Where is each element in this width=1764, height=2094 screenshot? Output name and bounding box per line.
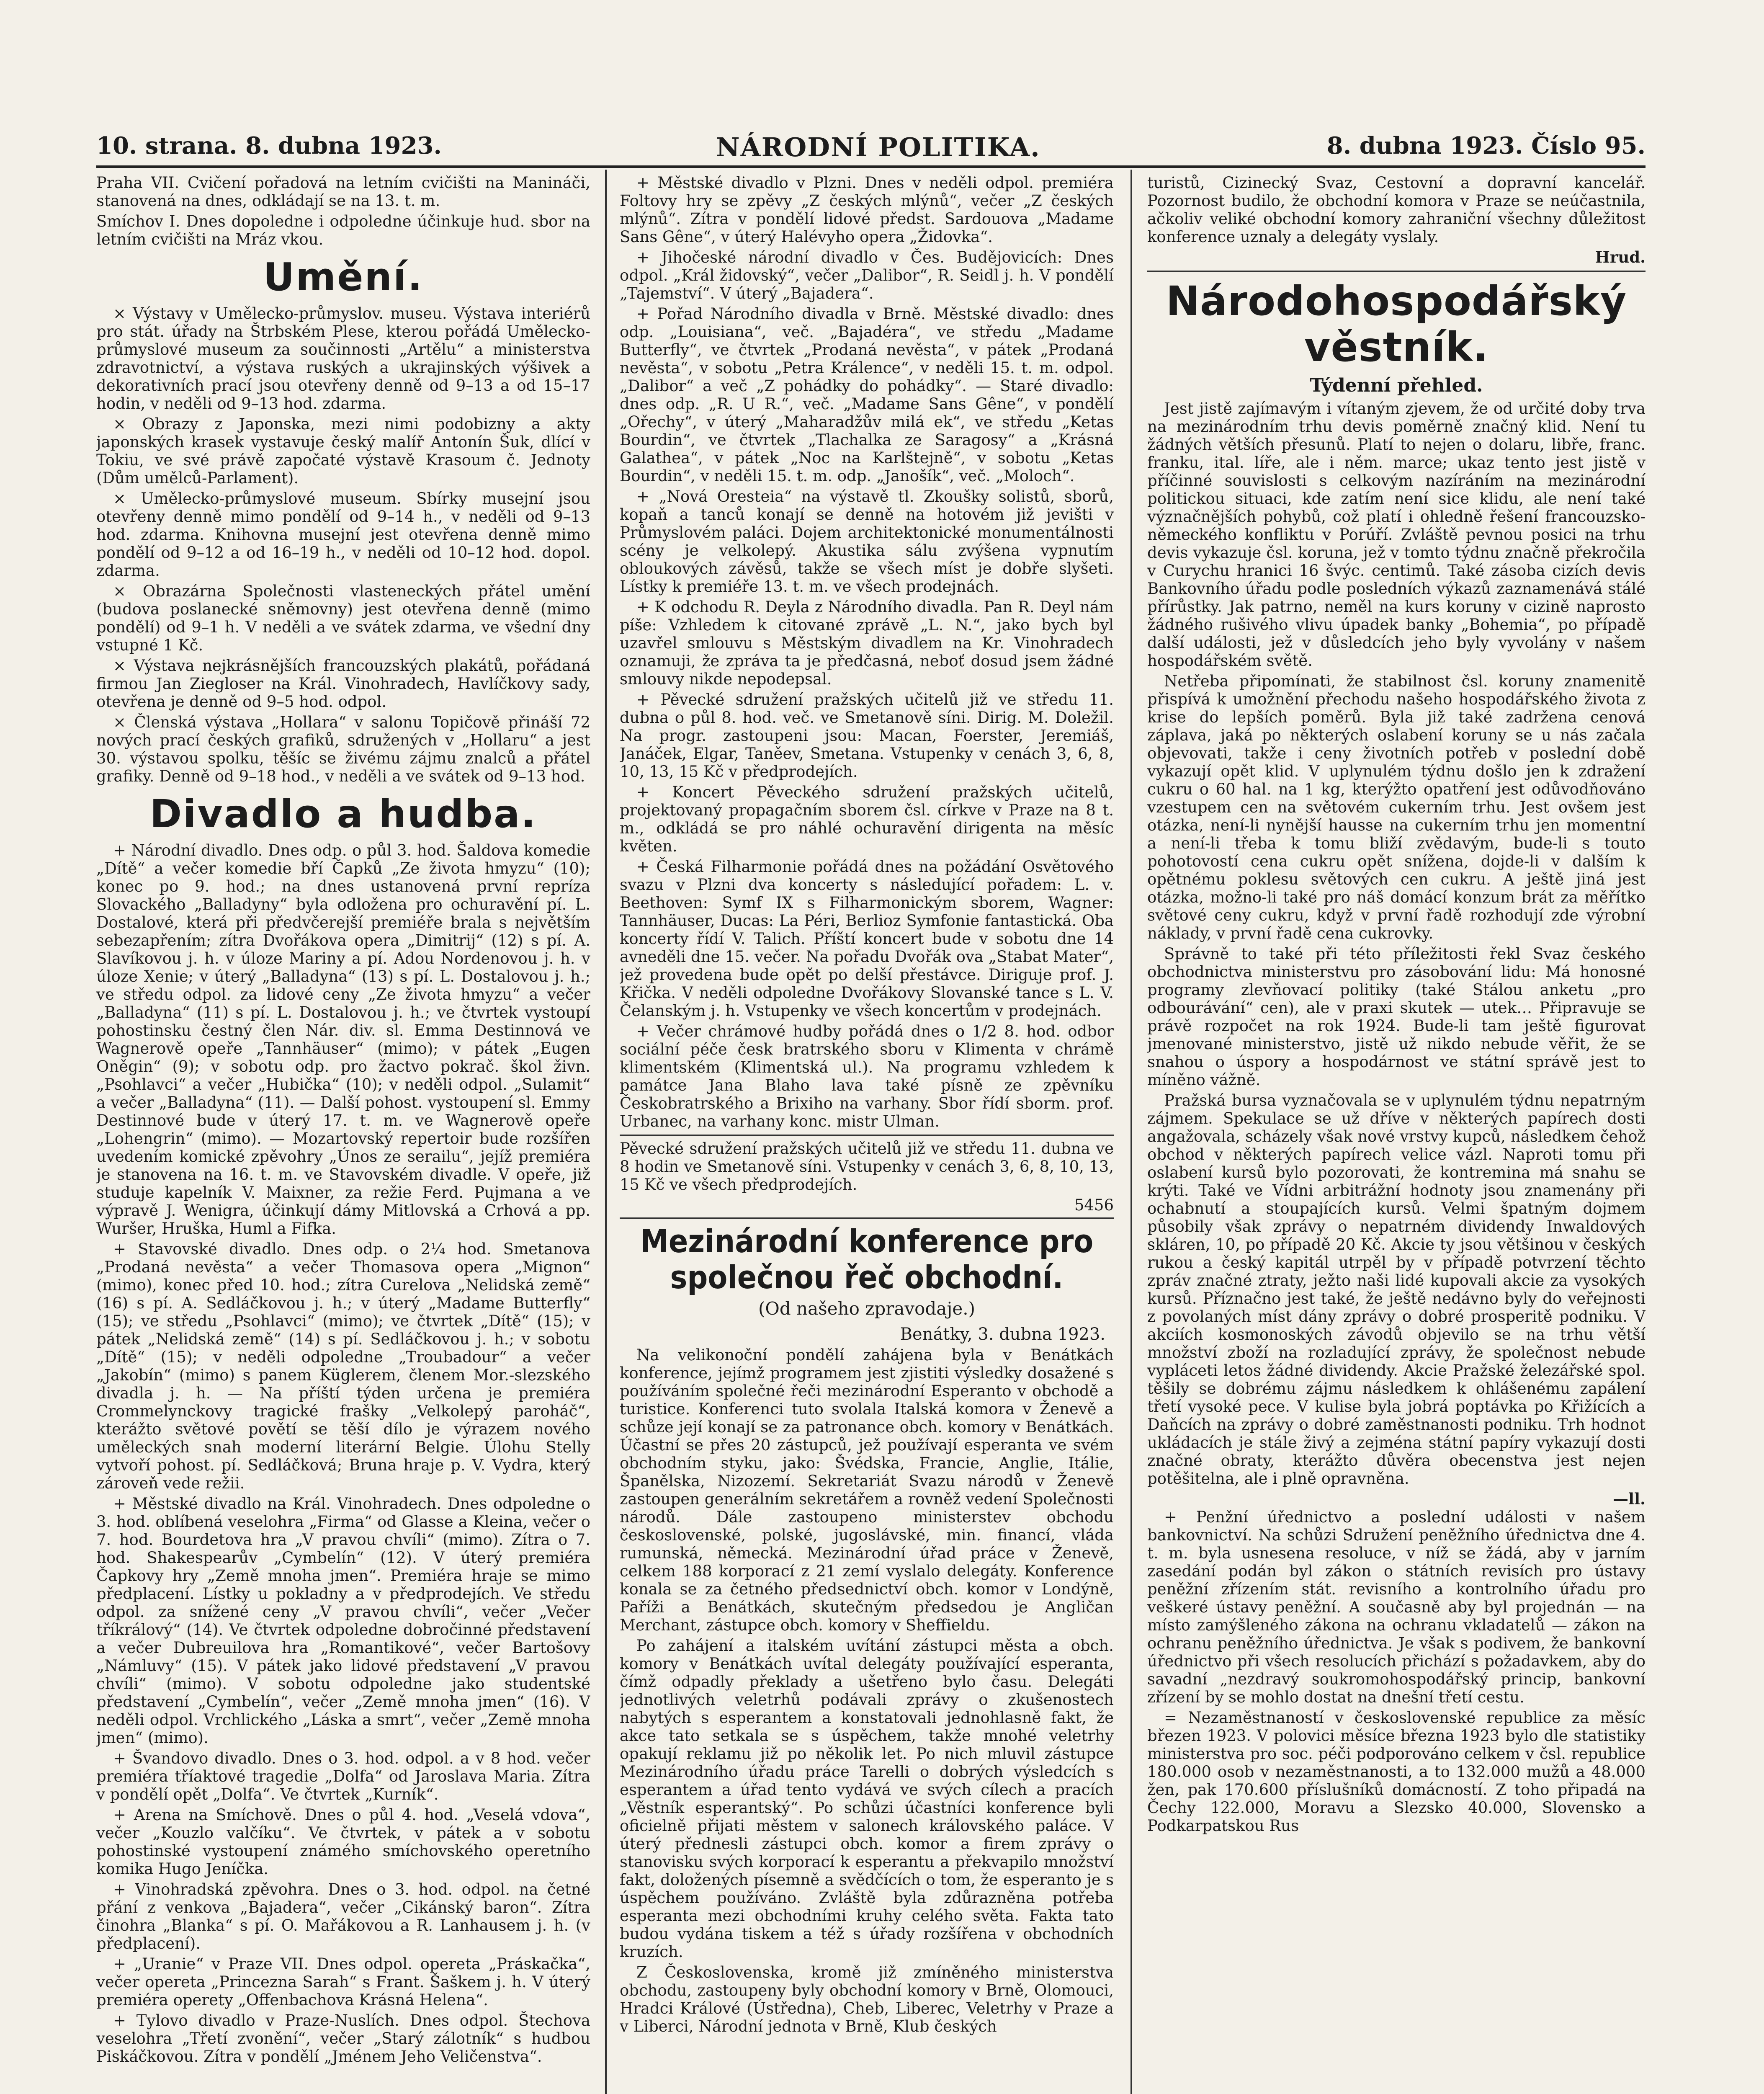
article-headline: Mezinárodní konference pro společnou řeč obchodní. bbox=[640, 1222, 1094, 1296]
advertisement-code: 5456 bbox=[1074, 1196, 1114, 1214]
article-paragraph: = Nezaměstnaností v československé republice za měsíc březen 1923. V polovici měsíce března 1923 bylo dle statistiky ministerstva pro soc. péči podporováno celkem v čsl. republice 180.000 osob v nezaměstnanosti, a to 132.000 mužů a 48.000 žen, pak 170.600 příslušníků domácností. Z toho připadá na Čechy 122.000, Moravu a Slezsko 40.000, Slovensko a Podkarpatskou Rus bbox=[1147, 1709, 1646, 1835]
article-paragraph: + „Uranie“ v Praze VII. Dnes odpol. opereta „Práskačka“, večer opereta „Princezna Sarah“ s Frant. Šaškem j. h. V úterý premiéra operety „Offenbachova Krásná Helena“. bbox=[96, 1955, 590, 2009]
article-paragraph: × Umělecko-průmyslové museum. Sbírky musejní jsou otevřeny denně mimo pondělí od 9–14 h., v neděli od 9–13 hod. zdarma. Knihovna musejní jest otevřena denně mimo pondělí od 9–12 a od 16–19 h., v neděli od 10–12 hod. dopol. zdarma. bbox=[96, 490, 590, 580]
advertisement-text: Pěvecké sdružení pražských učitelů již ve středu 11. dubna ve 8 hodin ve Smetanově síni. Vstupenky v cenách 3, 6, 8, 10, 13, 15 Kč ve všech předprodejích. bbox=[620, 1140, 1114, 1194]
article-paragraph: Správně to také při této příležitosti řekl Svaz českého obchodnictva ministerstvu pro zásobování lidu: Má honosné programy zlevňovací politiky (také Stálou anketu „pro odbourávání“ cen), ale v praxi skutek — utek… Připravuje se právě rozpočet na rok 1924. Bude-li tam ještě figurovat jmenované ministerstvo, jistě už nikdo nebude věřit, že se snahou o úspory a hospodárnost ve státní správě jest to míněno vážně. bbox=[1147, 945, 1646, 1089]
article-paragraph: × Výstavy v Umělecko-průmyslov. museu. Výstava interiérů pro stát. úřady na Štrbském Plese, kterou pořádá Umělecko-průmyslové museum za součinnosti „Artělu“ a ministerstva zdravotnictví, a výstava ruských a ukrajinských výšivek a dekorativních prací jsou otevřeny denně od 9–13 a od 15–17 hodin, v neděli od 9–13 hod. zdarma. bbox=[96, 304, 590, 413]
article-byline: (Od našeho zpravodaje.) bbox=[758, 1298, 975, 1319]
article-paragraph: + Národní divadlo. Dnes odp. o půl 3. hod. Šaldova komedie „Dítě“ a večer komedie bří Čapků „Ze života hmyzu“ (10); konec po 9. hod.; na dnes ustanovená první repríza Slovackého „Balladyny“ byla odložena pro ochuravění pí. L. Dostalové, která při předvčerejší premiéře brala s největším sebezapřením; zítra Dvořákova opera „Dimitrij“ (12) s pí. A. Slavíkovou j. h. v úloze Mariny a pí. Adou Nordenovou j. h. v úloze Xenie; v úterý „Balladyna“ (13) s pí. L. Dostalovou j. h.; ve středu odpol. za lidové ceny „Ze života hmyzu“ a večer „Balladyna“ (11) s pí. L. Dostalovou j. h.; ve čtvrtek vystoupí pohostinsku čestný člen Nár. div. sl. Emma Destinnová ve Wagnerově opeře „Tannhäuser“ (mimo); v pátek „Eugen Oněgin“ (9); v sobotu odp. pro žactvo pokrač. škol živn. „Psohlavci“ a večer „Hubička“ (10); v neděli odpol. „Sulamit“ a večer „Balladyna“ (11). — Další pohost. vystoupení sl. Emmy Destinnové bude v úterý 17. t. m. ve Wagnerově opeře „Lohengrin“ (mimo). — Mozartovský repertoir bude rozšířen uvedením komické zpěvohry „Únos ze serailu“, jejíž premiéra je stanovena na 16. t. m. ve Stavovském divadle. V opeře, již studuje kapelník V. Maixner, za režie Ferd. Pujmana a ve výpravě J. Wenigra, účinkují dámy Mitlovská a Crhová a pp. Wuršer, Hruška, Huml a Fifka. bbox=[96, 841, 590, 1238]
article-paragraph: + Česká Filharmonie pořádá dnes na požádání Osvětového svazu v Plzni dva koncerty s následující pořadem: L. v. Beethoven: Symf IX s Filharmonickým sborem, Wagner: Tannhäuser, Ducas: La Péri, Berlioz Symfonie fantastická. Oba koncerty řídí V. Talich. Příští koncert bude v sobotu dne 14 avneděli dne 15. večer. Na pořadu Dvořák ova „Stabat Mater“, jež provedena bude opět po delší přestávce. Diriguje prof. J. Křička. V neděli odpoledne Dvořákovy Slovanské tance s L. V. Čelanským j. h. Vstupenky ve všech koncertům v prodejnách. bbox=[620, 858, 1114, 1020]
section-title-umeni: Umění. bbox=[263, 255, 424, 299]
header-page-date: 10. strana. 8. dubna 1923. bbox=[96, 132, 442, 160]
article-paragraph: turistů, Cizinecký Svaz, Cestovní a dopravní kancelář. Pozornost budilo, že obchodní komora v Praze se neúčastnila, ačkoliv veliké obchodní komory zahraniční všechny důležitost konference uznaly a delegáty vyslaly. bbox=[1147, 174, 1646, 246]
article-paragraph: + Vinohradská zpěvohra. Dnes o 3. hod. odpol. na četné přání z venkova „Bajadera“, večer „Cikánský baron“. Zítra činohra „Blanka“ s pí. O. Mařákovou a R. Lanhausem j. h. (v předplacení). bbox=[96, 1880, 590, 1952]
article-paragraph: × Obrazárna Společnosti vlasteneckých přátel umění (budova poslanecké sněmovny) jest otevřena denně (mimo pondělí) od 9–1 h. V neděli a ve svátek zdarma, ve všední dny vstupné 1 Kč. bbox=[96, 582, 590, 654]
section-title-divadlo: Divadlo a hudba. bbox=[149, 792, 537, 836]
article-paragraph: Na velikonoční pondělí zahájena byla v Benátkách konference, jejímž programem jest zjistiti výsledky dosažené s používáním společné řeči mezinárodní Esperanto v obchodě a turistice. Konferenci tuto svolala Italská komora v Ženevě a schůze její konají se za patronance obch. komory v Benátkách. Účastní se přes 20 zástupců, jež používají esperanta ve svém obchodním styku, jako: Švédska, Francie, Anglie, Itálie, Španělska, Nizozemí. Sekretariát Svazu národů v Ženevě zastoupen generálním sekretářem a rovněž vedení Společnosti národů. Dále zastoupeno ministerstev obchodu československé, polské, jugoslávské, min. financí, vláda rumunská, německá. Mezinárodní úřad práce v Ženevě, celkem 188 korporací z 21 zemí vyslalo delegáty. Konference konala se za četného předsednictví obch. komor v Londýně, Paříži a Benátkách, skutečným předsedou je Angličan Merchant, zástupce obch. komory v Sheffieldu. bbox=[620, 1346, 1114, 1634]
article-paragraph: × Členská výstava „Hollara“ v salonu Topičově přináší 72 nových prací českých grafiků, sdružených v „Hollaru“ a jest 30. výstavou spolku, těšíc se živému zájmu znalců a přátel grafiky. Denně od 9–18 hod., v neděli a ve svátek od 9–13 hod. bbox=[96, 713, 590, 785]
article-paragraph: + K odchodu R. Deyla z Národního divadla. Pan R. Deyl nám píše: Vzhledem k citované zprávě „L. N.“, jako bych byl uzavřel smlouvu s Městským divadlem na Kr. Vinohradech oznamuji, že zpráva ta je předčasná, neboť dosud jsem žádné smlouvy nikde nepodepsal. bbox=[620, 598, 1114, 688]
article-signature: Hrud. bbox=[1595, 248, 1646, 266]
section-rule bbox=[1147, 271, 1646, 272]
column-2 bbox=[620, 174, 1114, 2094]
article-paragraph: × Výstava nejkrásnějších francouzských plakátů, pořádaná firmou Jan Ziegloser na Král. Vinohradech, Havlíčkovy sady, otevřena je denně od 9–5 hod. odpol. bbox=[96, 657, 590, 711]
article-paragraph: Jest jistě zajímavým i vítaným zjevem, že od určité doby trva na mezinárodním trhu devis poměrně značný klid. Není tu žádných větších přesunů. Platí to nejen o dolaru, libře, franc. franku, ital. líře, ale i něm. marce; ukaz tento jest jistě v příčinné souvislosti s celkovým nazíráním na mezinárodní politickou situaci, kde zatím není sice klidu, ale není také význačnějších pohybů, což platí i ohledně řešení francouzsko-německého konfliktu v Porúří. Zvláště pevnou posici na trhu devis vykazuje čsl. koruna, jež v tomto týdnu značně překročila v Curychu hranici 16 švýc. centimů. Také zásoba cizích devis Bankovního úřadu podle posledních výkazů zaznamenává stálé přírůstky. Jak patrno, neměl na kurs koruny v cizině naprosto žádného rušivého vlivu úpadek banky „Bohemia“, po případě další události, jež v důsledcích jeho byly vyvolány v našem hospodářském světě. bbox=[1147, 400, 1646, 670]
article-paragraph: + Jihočeské národní divadlo v Čes. Budějovicích: Dnes odpol. „Král židovský“, večer „Dalibor“, R. Seidl j. h. V pondělí „Tajemství“. V úterý „Bajadera“. bbox=[620, 248, 1114, 302]
article-paragraph: + Arena na Smíchově. Dnes o půl 4. hod. „Veselá vdova“, večer „Kouzlo valčíku“. Ve čtvrtek, v pátek a v sobotu pohostinské vystoupení známého smíchovského operetního komika Hugo Jeníčka. bbox=[96, 1806, 590, 1878]
section-title-narodohospodarsky: Národohospodářský věstník. bbox=[1166, 278, 1627, 371]
article-paragraph: × Obrazy z Japonska, mezi nimi podobizny a akty japonských krasek vystavuje český malíř Antonín Šuk, dlící v Tokiu, ve své právě započaté výstavě Krasoum č. Jednoty (Dům umělců-Parlament). bbox=[96, 415, 590, 487]
notice-paragraph: Smíchov I. Dnes dopoledne i odpoledne účinkuje hud. sbor na letním cvičišti na Mráz vkou. bbox=[96, 212, 590, 248]
article-paragraph: + Koncert Pěveckého sdružení pražských učitelů, projektovaný propagačním sborem čsl. církve v Praze na 8 t. m., odkládá se pro náhlé ochuravění dirigenta na měsíc květen. bbox=[620, 783, 1114, 855]
article-paragraph: + Městské divadlo v Plzni. Dnes v neděli odpol. premiéra Foltovy hry se zpěvy „Z českých mlýnů“, večer „Z českých mlýnů“. Zítra v pondělí lidové předst. Sardouova „Madame Sans Gêne“, v úterý Halévyho opera „Židovka“. bbox=[620, 174, 1114, 246]
article-paragraph: Pražská bursa vyznačovala se v uplynulém týdnu nepatrným zájmem. Spekulace se už dříve v některých papírech dosti angažovala, scházely však nové vrstvy kupců, následkem čehož obchod v některých papírech velice vázl. Naproti tomu při oslabení kursů bylo pozorovati, že kontremina má snahu se krýti. Také ve Vídni arbitrážní hodnoty jsou znamenány při ochabnutí a stoupajících kursů. Velmi špatným dojmem působily však zprávy o nepatrném dividendy Inwaldových skláren, 10, po případě 20 Kč. Akcie ty jsou většinou v českých rukou a český kapitál utrpěl by v případě potvrzení těchto zpráv značné ztraty, ježto naši lidé kupovali akcie za vysokých kursů. Příznačno jest také, že ještě nedávno byly do veřejnosti z povolaných míst dány zprávy o dobré prosperitě podniku. V akciích kosmonoských závodů objevilo se na trhu větší množství zboží na rozladující zprávy, že společnost nebude vypláceti letos žádné dividendy. Akcie Pražské železářské spol. těšily se dobrému zájmu následkem k ohlášenému zapálení třetí vysoké pece. V kulise byla jobrá poptávka po Křižících a Daňcích na zprávy o dobré zaměstnanosti podniku. Trh hodnot ukládacích je stále živý a zejména státní papíry vykazují dosti značné obraty, kterážto důvěra obecenstva jest nejen potěšitelna, ale i plně opravněna. bbox=[1147, 1091, 1646, 1488]
page-header bbox=[96, 132, 1646, 161]
article-paragraph: + Penžní úřednictvo a poslední události v našem bankovnictví. Na schůzi Sdružení peněžního úřednictva dne 4. t. m. byla usnesena resoluce, v níž se žádá, aby v jarním zasedání podán byl zákon o státních revisích pro ústavy peněžní zřízením stát. revisního a kontrolního úřadu pro veškeré ústavy peněžní. A současně aby byl projednán — na místo zamýšleného zákona na ochranu vkladatelů — zákon na ochranu peněžního úřednictva. Je však s podivem, že bankovní úřednictvo při všech resolucích přichází s požadavkem, aby do savadní „nezdravý soukromohospodářský princip, bankovní zřízení by se mohlo dostat na dnešní třetí cestu. bbox=[1147, 1508, 1646, 1706]
article-paragraph: + Večer chrámové hudby pořádá dnes o 1/2 8. hod. odbor sociální péče česk bratrského sboru v Klimenta v chrámě klimentském (Klimentská ul.). Na programu vzhledem k památce Jana Blaho lava také písně ze zpěvníku Českobratrského a Brixiho na varhany. Sbor řídí sborm. prof. Urbanec, na varhany konc. mistr Ulman. bbox=[620, 1022, 1114, 1130]
newspaper-title: NÁRODNÍ POLITIKA. bbox=[716, 132, 1040, 162]
column-divider bbox=[605, 170, 607, 2094]
article-paragraph: + Městské divadlo na Král. Vinohradech. Dnes odpoledne o 3. hod. oblíbená veselohra „Firma“ od Glasse a Kleina, večer o 7. hod. Bourdetova hra „V pravou chvíli“ (mimo). Zítra o 7. hod. Shakespearův „Cymbelín“ (12). V úterý premiéra Čapkovy hry „Země mnoha jmen“. Premiéra hraje se mimo předplacení. Lístky u pokladny a v předprodejích. Ve středu odpol. za snížené ceny „V pravou chvíli“, večer „Večer tříkrálový“ (14). Ve čtvrtek odpoledne dobročinné představení a večer Dubreuilova hra „Romantikové“, večer Bartošovy „Námluvy“ (15). V pátek jako lidové představení „V pravou chvíli“ (mimo). V sobotu odpoledne jako studentské představení „Cymbelín“, večer „Země mnoha jmen“ (16). V neděli odpol. Vrchlického „Láska a smrt“, večer „Země mnoha jmen“ (mimo). bbox=[96, 1495, 590, 1747]
article-paragraph: Po zahájení a italském uvítání zástupci města a obch. komory v Benátkách uvítal delegáty používající esperanta, čímž odpadly překlady a ušetřeno bylo času. Delegáti jednotlivých veletrhů podávali zprávy o zkušenostech nabytých s esperantem a konstatovali jednohlasně fakt, že akce tato setkala se s úspěchem, takže mnohé veletrhy opakují reklamu již po několik let. Po nich mluvil zástupce Mezinárodního úřadu práce Tarelli o dobrých výsledcích s esperantem a úřad tento vydává ve svých cílech a pracích „Věstník esperantský“. Po schůzi účastníci konference byli oficielně přijati městem v salonech královského paláce. V úterý přednesli zástupci obch. komor a firem zprávy o stanovisku svých korporací k esperantu a překvapilo množství fakt, doložených písemně a svědčících o tom, že esperanto je s úspěchem používáno. Zvláště byla zdůrazněna potřeba esperanta mezi obchodními kruhy celého světa. Fakta tato budou vydána tiskem a též s úřady rozšířena v obchodních kruzích. bbox=[620, 1637, 1114, 1961]
article-signature: —ll. bbox=[1613, 1490, 1646, 1508]
article-paragraph: + Tylovo divadlo v Praze-Nuslích. Dnes odpol. Štechova veselohra „Třetí zvonění“, večer „Starý zálotník“ s hudbou Piskáčkovou. Zítra v pondělí „Jménem Jeho Veličenstva“. bbox=[96, 2011, 590, 2066]
article-paragraph: + „Nová Oresteia“ na výstavě tl. Zkoušky solistů, sborů, kopaň a tanců konají se denně na hotovém již jevišti v Průmyslovém paláci. Dojem architektonické monumentálnosti scény je velkolepý. Akustika sálu zvýšena vypnutím obloukových závěsů, takže se všech míst je dobře slyšeti. Lístky k premiéře 13. t. m. ve všech prodejnách. bbox=[620, 487, 1114, 596]
header-date-issue: 8. dubna 1923. Číslo 95. bbox=[1326, 132, 1646, 160]
article-paragraph: + Stavovské divadlo. Dnes odp. o 2¼ hod. Smetanova „Prodaná nevěsta“ a večer Thomasova opera „Mignon“ (mimo), konec před 10. hod.; zítra Curelova „Nelidská země“ (16) s pí. A. Sedláčkovou j. h.; v úterý „Madame Butterfly“ (15); ve středu „Psohlavci“ (mimo); ve čtvrtek „Dítě“ (15); v pátek „Nelidská země“ (14) s pí. Sedláčkovou j. h.; v sobotu „Dítě“ (15); v neděli odpoledne „Troubadour“ a večer „Jakobín“ (mimo) s panem Küglerem, členem Mor.-slezského divadla j. h. — Na příští týden určena je premiéra Crommelynckovy tragické frašky „Velkolepý paroháč“, kterážto světové povětí se těší dílo je výrazem nového uměleckých snah moderní literární Belgie. Úlohu Stelly vytvoří pohost. pí. Sedláčková; Bruna hraje p. V. Vydra, který zároveň vede režii. bbox=[96, 1240, 590, 1492]
column-divider bbox=[1131, 170, 1132, 2094]
boxed-advertisement bbox=[620, 1135, 1114, 1219]
column-1 bbox=[96, 174, 590, 2094]
article-paragraph: Z Československa, kromě již zmíněného ministerstva obchodu, zastoupeny byly obchodní komory v Brně, Olomouci, Hradci Králové (Ústředna), Cheb, Liberec, Veletrhy v Praze a v Liberci, Národní jednota v Brně, Klub českých bbox=[620, 1963, 1114, 2035]
header-rule bbox=[96, 165, 1646, 168]
section-subtitle: Týdenní přehled. bbox=[1310, 375, 1483, 396]
notice-paragraph: Praha VII. Cvičení pořadová na letním cvičišti na Manináči, stanovená na dnes, odkládají se na 13. t. m. bbox=[96, 174, 590, 210]
article-dateline: Benátky, 3. dubna 1923. bbox=[900, 1325, 1105, 1344]
article-paragraph: + Pěvecké sdružení pražských učitelů již ve středu 11. dubna o půl 8. hod. več. ve Smetanově síni. Dirig. M. Doležil. Na progr. zastoupeni jsou: Macan, Foerster, Jeremiáš, Janáček, Elgar, Taněev, Smetana. Vstupenky v cenách 3, 6, 8, 10, 13, 15 Kč v předprodejích. bbox=[620, 691, 1114, 781]
column-3 bbox=[1147, 174, 1646, 2094]
article-paragraph: Netřeba připomínati, že stabilnost čsl. koruny znamenitě přispívá k umožnění přechodu našeho hospodářského života z krise do lepších poměrů. Byla již také zadržena cenová záplava, jaká po některých oslabení koruny se u nás začala objevovati, takže i ceny životních potřeb v poslední době vykazují opět klid. V uplynulém týdnu došlo jen k zdražení cukru o 60 hal. na 1 kg, kterýžto opatření jest odůvodňováno vzestupem cen na světovém cukerním trhu. Jest ovšem jest otázka, není-li nynější hausse na cukerním trhu jen momentní a není-li třeba k tomu bliží zvědavým, bude-li s touto pohotovostí cena cukru opět snížena, dojde-li v dalším k opětnému poklesu světových cen cukru. A ještě jiná jest otázka, možno-li také pro náš domácí konzum brát za měřítko světové ceny cukru, když v první řadě rozhodují zde výrobní náklady, v první řadě cena cukrovky. bbox=[1147, 672, 1646, 942]
article-paragraph: + Švandovo divadlo. Dnes o 3. hod. odpol. a v 8 hod. večer premiéra tříaktové tragedie „Dolfa“ od Jaroslava Maria. Zítra v pondělí opět „Dolfa“. Ve čtvrtek „Kurník“. bbox=[96, 1749, 590, 1803]
article-paragraph: + Pořad Národního divadla v Brně. Městské divadlo: dnes odp. „Louisiana“, več. „Bajadéra“, ve středu „Madame Butterfly“, ve čtvrtek „Prodaná nevěsta“, v pátek „Prodaná nevěsta“, v sobotu „Petra Králence“, v neděli 15. t. m. odpol. „Dalibor“ a več „Z pohádky do pohádky“. — Staré divadlo: dnes odp. „R. U R.“, več. „Madame Sans Gêne“, v pondělí „Ořechy“, v úterý „Maharadžův milá ek“, ve středu „Ketas Bourdin“, ve čtvrtek „Tlachalka ze Saragosy“ a „Krásná Galathea“, v pátek „Noc na Karlštejně“, v sobotu „Ketas Bourdin“, v neděli 15. t. m. odp. „Janošík“, več. „Moloch“. bbox=[620, 305, 1114, 485]
